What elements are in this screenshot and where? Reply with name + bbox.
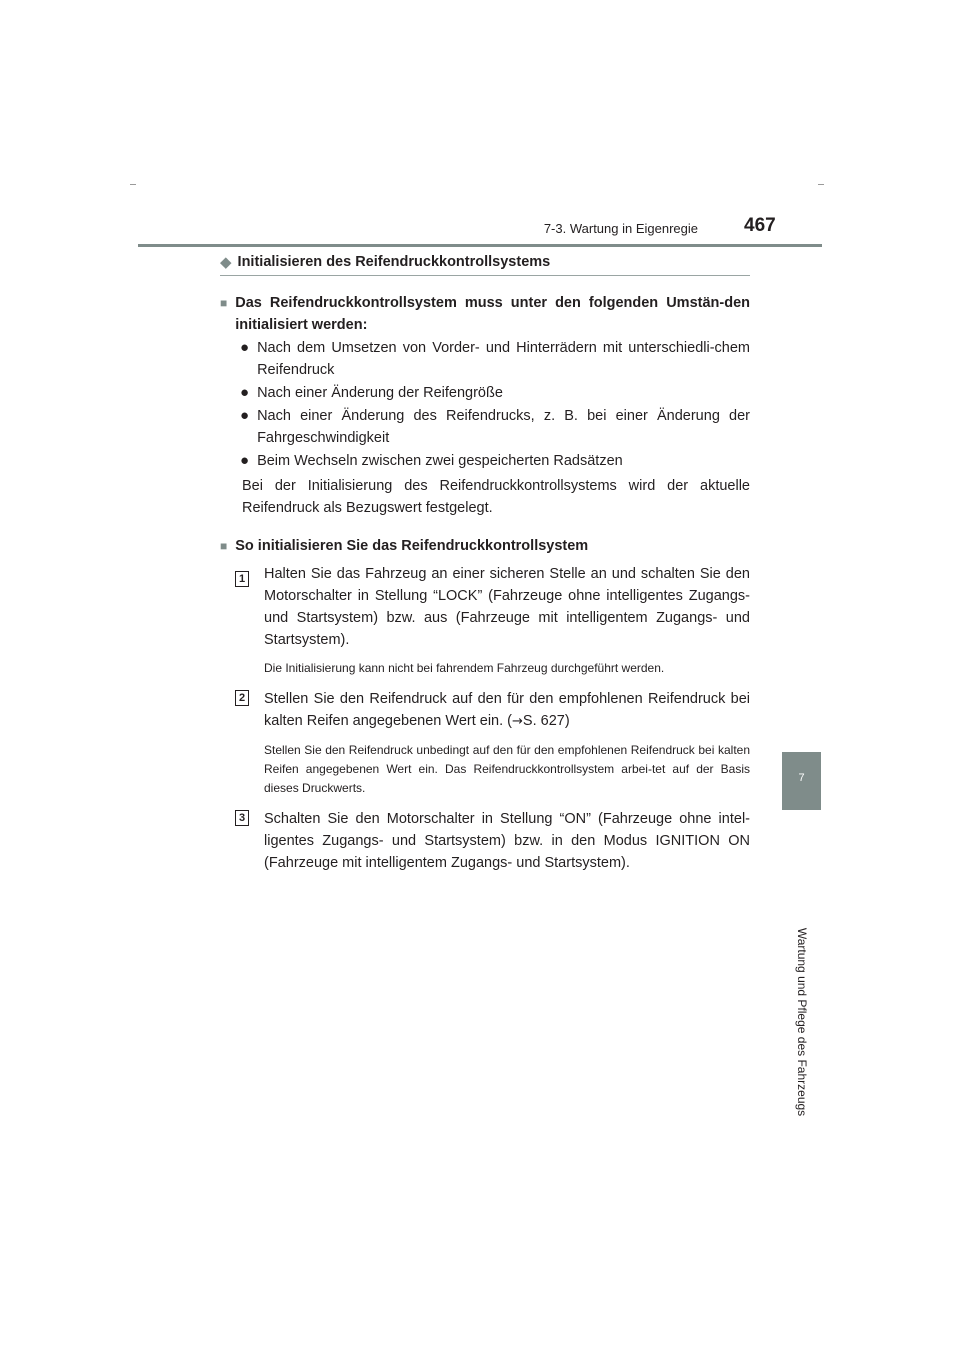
explanation-paragraph: Bei der Initialisierung des Reifendruckkontrollsystems wird der aktuelle Reifendruck als Bezugswert festgelegt.: [242, 478, 750, 516]
step-2: [220, 688, 750, 798]
square-icon: ■: [220, 539, 228, 553]
step-number-badge: 1: [235, 571, 249, 587]
step-text: Halten Sie das Fahrzeug an einer sicheren Stelle an und schalten Sie den Motorschalter in Stellung “LOCK” (Fahrzeuge ohne intelligentes Zugangs- und Startsystem) bzw. aus (Fahrzeuge mit intelligentem Zugangs- und Startsystem).: [264, 566, 750, 648]
topic-heading-procedure: [220, 535, 750, 557]
crop-mark-left: [130, 184, 136, 185]
bullet-icon: ●: [240, 384, 250, 401]
page-reference-link[interactable]: S. 627): [522, 713, 570, 729]
chapter-tab[interactable]: [782, 752, 821, 810]
section-heading: [220, 253, 750, 276]
crop-mark-right: [818, 184, 824, 185]
list-item: [240, 405, 750, 449]
list-item-text: Beim Wechseln zwischen zwei gespeicherten Radsätzen: [257, 453, 623, 469]
list-item-text: Nach einer Änderung der Reifengröße: [257, 385, 503, 401]
topic-title: So initialisieren Sie das Reifendruckkontrollsystem: [235, 538, 589, 554]
page-number: 467: [744, 215, 776, 236]
section-label: 7-3. Wartung in Eigenregie: [543, 221, 698, 236]
list-item-text: Nach einer Änderung des Reifendrucks, z. B. bei einer Änderung der Fahrgeschwindigkeit: [257, 408, 750, 446]
header-rule: [138, 244, 822, 247]
step-note: Die Initialisierung kann nicht bei fahrendem Fahrzeug durchgeführt werden.: [264, 661, 665, 675]
square-icon: ■: [220, 296, 228, 310]
list-item: [240, 382, 750, 404]
chapter-title: Wartung und Pflege des Fahrzeugs: [795, 927, 809, 1117]
list-item: [240, 337, 750, 381]
bullet-icon: ●: [240, 339, 250, 356]
chapter-number: 7: [798, 772, 805, 784]
step-text: Schalten Sie den Motorschalter in Stellung “ON” (Fahrzeuge ohne intel-ligentes Zugangs- und Startsystem) bzw. in den Modus IGNITION ON (Fahrzeuge mit intelligentem Zugangs- und Startsystem).: [264, 811, 750, 871]
heading-text: Initialisieren des Reifendruckkontrollsystems: [237, 254, 551, 270]
step-number-badge: 3: [235, 810, 249, 826]
topic-title: Das Reifendruckkontrollsystem muss unter den folgenden Umstän-den initialisiert werden:: [235, 295, 750, 333]
step-number-badge: 2: [235, 690, 249, 706]
step-text-main: Stellen Sie den Reifendruck auf den für den empfohlenen Reifendruck bei kalten Reifen angegebenen Wert ein. (: [264, 691, 750, 729]
bullet-icon: ●: [240, 452, 250, 469]
list-item: [240, 450, 750, 472]
page-content: [220, 253, 750, 874]
step-1: [220, 563, 750, 678]
step-3: [220, 808, 750, 874]
diamond-icon: ◆: [220, 254, 232, 271]
topic-heading-conditions: [220, 292, 750, 336]
list-item-text: Nach dem Umsetzen von Vorder- und Hinterrädern mit unterschiedli-chem Reifendruck: [257, 340, 750, 378]
conditions-list: [220, 337, 750, 472]
step-text: [264, 688, 750, 733]
step-note: Stellen Sie den Reifendruck unbedingt auf den für den empfohlenen Reifendruck bei kalten Reifen angegebenen Wert ein. Das Reifendruckkontrollsystem arbei-tet auf der Basis dieses Druckwerts.: [264, 743, 750, 795]
bullet-icon: ●: [240, 407, 250, 424]
arrow-icon: →: [512, 714, 523, 729]
